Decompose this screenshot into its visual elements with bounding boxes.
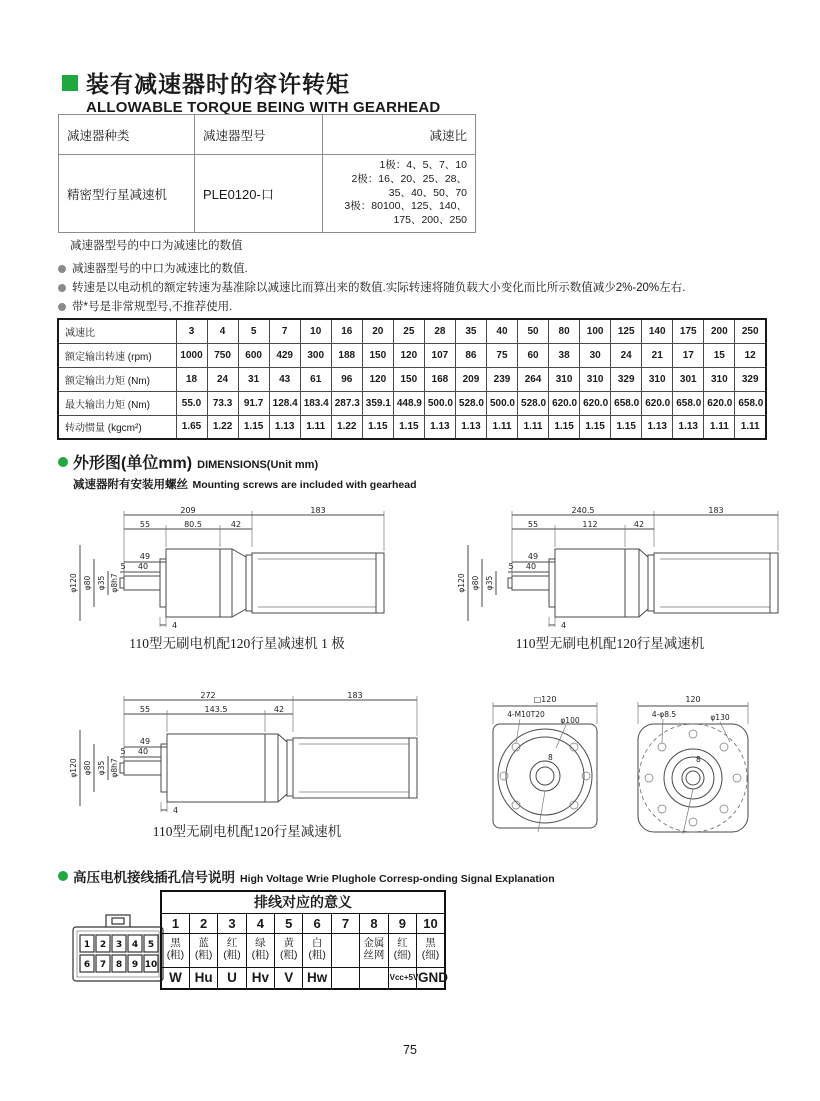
drawing-caption: 110型无刷电机配120行星减速机 1 极 (129, 636, 345, 651)
dimensions-sub-en: Mounting screws are included with gearhead (192, 479, 417, 491)
signal-name-cell: Hu (189, 967, 217, 989)
spec-cell: 28 (424, 319, 455, 343)
spec-cell: 359.1 (362, 391, 393, 415)
dim-label: φ8h7 (110, 758, 119, 778)
spec-cell: 91.7 (238, 391, 269, 415)
spec-cell: 250 (735, 319, 766, 343)
dim-label: φ35 (485, 575, 494, 591)
spec-cell: 1.13 (269, 415, 300, 439)
spec-cell: 1.22 (331, 415, 362, 439)
wire-color-cell: 黑(粗) (161, 933, 189, 967)
gearhead-type: 精密型行星减速机 (59, 155, 195, 233)
wire-color-cell: 绿(粗) (246, 933, 274, 967)
dim-label: 112 (582, 520, 598, 529)
signal-name-cell: Hv (246, 967, 274, 989)
spec-cell: 200 (704, 319, 735, 343)
spec-cell: 188 (331, 343, 362, 367)
spec-cell: 1.15 (580, 415, 611, 439)
dimension-lines (468, 511, 778, 627)
dim-label: φ80 (471, 575, 480, 591)
spec-cell: 80 (549, 319, 580, 343)
dim-label: 40 (137, 562, 149, 571)
signal-name-cell: V (275, 967, 303, 989)
dimensions-sub-cn: 减速器附有安装用螺丝 (73, 479, 188, 491)
spec-cell: 1.11 (486, 415, 517, 439)
spec-row (58, 319, 766, 343)
dim-label: 55 (139, 520, 151, 529)
svg-text:3: 3 (115, 940, 123, 950)
spec-cell: 1.11 (704, 415, 735, 439)
pin-number-cell: 6 (303, 913, 331, 933)
spec-cell: 30 (580, 343, 611, 367)
dim-label: 55 (139, 705, 151, 714)
note-text: 减速器型号的中口为减速比的数值. (72, 263, 248, 275)
dim-label: 42 (273, 705, 285, 714)
spec-cell: 60 (518, 343, 549, 367)
spec-cell: 50 (518, 319, 549, 343)
dim-label: φ120 (69, 758, 78, 778)
dim-label: 40 (137, 747, 149, 756)
spec-cell: 1.13 (642, 415, 673, 439)
spec-row (58, 391, 766, 415)
spec-cell: 1.11 (518, 415, 549, 439)
dim-label: 272 (200, 691, 216, 700)
dim-label: φ130 (710, 713, 730, 722)
svg-text:6: 6 (83, 960, 91, 970)
spec-cell: 1000 (176, 343, 207, 367)
spec-cell: 10 (300, 319, 331, 343)
spec-row (58, 343, 766, 367)
spec-cell: 15 (704, 343, 735, 367)
spec-cell: 500.0 (424, 391, 455, 415)
spec-cell: 264 (518, 367, 549, 391)
pin-number-cell: 1 (161, 913, 189, 933)
svg-text:8: 8 (115, 960, 123, 970)
spec-cell: 658.0 (735, 391, 766, 415)
spec-cell: 20 (362, 319, 393, 343)
spec-cell: 107 (424, 343, 455, 367)
ratio-line: 3极：80100、125、140、 (344, 200, 467, 213)
gearmotor-outline (120, 734, 417, 802)
spec-cell: 61 (300, 367, 331, 391)
page-title: 装有减速器时的容许转矩 (86, 71, 350, 97)
signal-name-cell: U (218, 967, 246, 989)
signal-name-cell: W (161, 967, 189, 989)
spec-cell: 1.13 (673, 415, 704, 439)
wire-color-cell: 蓝(粗) (189, 933, 217, 967)
svg-text:10: 10 (144, 960, 158, 970)
dim-label: φ8h7 (110, 573, 119, 593)
spec-cell: 1.11 (300, 415, 331, 439)
col-header: 减速器种类 (59, 115, 195, 155)
spec-cell: 17 (673, 343, 704, 367)
dimensions-section-header (58, 450, 417, 493)
dim-label: 183 (708, 506, 724, 515)
spec-cell: 25 (393, 319, 424, 343)
spec-row-label: 额定输出力矩 (Nm) (58, 367, 176, 391)
dimensions-heading-cn: 外形图(单位mm) (73, 455, 193, 472)
spec-row-label: 减速比 (58, 319, 176, 343)
svg-text:2: 2 (99, 940, 107, 950)
wire-color-cell: 黑(细) (417, 933, 445, 967)
spec-cell: 329 (735, 367, 766, 391)
front-view-motor-end (638, 695, 748, 834)
dim-label: 4-φ8.5 (651, 710, 677, 719)
pin-number-cell: 9 (388, 913, 416, 933)
spec-cell: 3 (176, 319, 207, 343)
svg-text:1: 1 (83, 940, 91, 950)
dim-label: φ120 (69, 573, 78, 593)
dim-label: 4 (173, 806, 179, 815)
col-header: 减速比 (323, 115, 476, 155)
spec-table (57, 318, 767, 440)
spec-cell: 38 (549, 343, 580, 367)
spec-cell: 140 (642, 319, 673, 343)
spec-cell: 1.15 (549, 415, 580, 439)
dim-label: 8 (696, 755, 701, 764)
gearhead-ratios (331, 159, 467, 227)
svg-text:9: 9 (131, 960, 139, 970)
spec-cell: 18 (176, 367, 207, 391)
signal-name-cell: Hw (303, 967, 331, 989)
dim-label: □120 (533, 695, 557, 704)
signal-name-cell (331, 967, 359, 989)
signal-name-cell (360, 967, 388, 989)
dim-label: 183 (310, 506, 326, 515)
dim-label: 183 (347, 691, 363, 700)
spec-cell: 310 (549, 367, 580, 391)
spec-cell: 429 (269, 343, 300, 367)
pin-number-cell: 3 (218, 913, 246, 933)
wire-color-cell: 白(粗) (303, 933, 331, 967)
pin-number-cell: 7 (331, 913, 359, 933)
note-item (58, 263, 778, 277)
spec-row-label: 转动惯量 (kgcm²) (58, 415, 176, 439)
connector-latch-inner (112, 918, 124, 924)
spec-cell: 16 (331, 319, 362, 343)
spec-cell: 75 (486, 343, 517, 367)
signal-table-title: 排线对应的意义 (161, 891, 445, 913)
dim-label: 49 (139, 552, 151, 561)
dim-label: 120 (685, 695, 701, 704)
signal-name-cell: Vcc+5V (388, 967, 416, 989)
pin-number-cell: 10 (417, 913, 445, 933)
drawing-caption: 110型无刷电机配120行星减速机 (515, 636, 705, 651)
spec-cell: 209 (455, 367, 486, 391)
pin-number-cell: 4 (246, 913, 274, 933)
wire-color-cell: 红(粗) (218, 933, 246, 967)
dim-label: 55 (527, 520, 539, 529)
pin-number-cell: 2 (189, 913, 217, 933)
dim-label: 42 (633, 520, 645, 529)
spec-row-label: 最大输出力矩 (Nm) (58, 391, 176, 415)
dim-label: 80.5 (184, 520, 202, 529)
spec-cell: 1.15 (238, 415, 269, 439)
ratio-line: 175、200、250 (393, 213, 467, 226)
wire-color-cell: 金属丝网 (360, 933, 388, 967)
signal-row (161, 913, 445, 933)
dim-label: 4-M10T20 (507, 710, 545, 719)
dim-label: 4 (561, 621, 567, 630)
green-square-icon (62, 75, 78, 91)
spec-cell: 658.0 (611, 391, 642, 415)
spec-cell: 301 (673, 367, 704, 391)
spec-cell: 40 (486, 319, 517, 343)
col-header: 减速器型号 (195, 115, 323, 155)
spec-cell: 35 (455, 319, 486, 343)
spec-cell: 1.11 (735, 415, 766, 439)
svg-text:7: 7 (99, 960, 107, 970)
dim-label: 5 (120, 747, 126, 756)
signal-section-header (58, 866, 555, 886)
dim-label: 5 (508, 562, 514, 571)
spec-row (58, 367, 766, 391)
drawing-caption: 110型无刷电机配120行星减速机 (152, 824, 342, 839)
note-text: 带*号是非常规型号,不推荐使用. (72, 300, 233, 313)
spec-cell: 24 (207, 367, 238, 391)
spec-cell: 120 (362, 367, 393, 391)
spec-cell: 100 (580, 319, 611, 343)
dim-label: 143.5 (204, 705, 228, 714)
spec-cell: 620.0 (704, 391, 735, 415)
spec-cell: 24 (611, 343, 642, 367)
wire-color-cell: 黄(粗) (275, 933, 303, 967)
dim-label: φ120 (457, 573, 466, 593)
signal-heading-en: High Voltage Wrie Plughole Corresp-onding Signal Explanation (240, 873, 555, 885)
dimension-labels (69, 506, 326, 630)
pin-number-cell: 5 (275, 913, 303, 933)
signal-heading-cn: 高压电机接线插孔信号说明 (73, 870, 235, 885)
table-footnote: 减速器型号的中口为减速比的数值 (70, 240, 243, 252)
spec-cell: 150 (393, 367, 424, 391)
svg-text:4: 4 (131, 940, 139, 950)
spec-cell: 96 (331, 367, 362, 391)
spec-cell: 43 (269, 367, 300, 391)
spec-cell: 620.0 (642, 391, 673, 415)
gearmotor-outline (120, 549, 384, 617)
gearmotor-outline (508, 549, 778, 617)
spec-cell: 658.0 (673, 391, 704, 415)
page-title-block (62, 66, 440, 116)
spec-row-label: 额定输出转速 (rpm) (58, 343, 176, 367)
signal-row (161, 967, 445, 989)
spec-cell: 1.65 (176, 415, 207, 439)
spec-row (58, 415, 766, 439)
dim-label: 4 (172, 621, 178, 630)
connector-plug-diagram (68, 912, 168, 984)
spec-cell: 500.0 (486, 391, 517, 415)
spec-cell: 528.0 (518, 391, 549, 415)
svg-text:5: 5 (147, 940, 155, 950)
dim-label: φ80 (83, 575, 92, 591)
wire-color-cell (331, 933, 359, 967)
notes-list (58, 263, 778, 319)
gearhead-model-table (58, 114, 476, 233)
ratio-line: 1极：4、5、7、10 (379, 159, 467, 172)
dim-label: 49 (139, 737, 151, 746)
dim-label: 8 (548, 753, 553, 762)
spec-cell: 620.0 (549, 391, 580, 415)
section-bullet-icon (58, 871, 68, 881)
drawing-side-view-2 (450, 503, 800, 633)
spec-cell: 329 (611, 367, 642, 391)
spec-cell: 5 (238, 319, 269, 343)
spec-cell: 1.22 (207, 415, 238, 439)
spec-cell: 7 (269, 319, 300, 343)
spec-cell: 1.15 (611, 415, 642, 439)
dim-label: φ100 (560, 716, 580, 725)
signal-row (161, 933, 445, 967)
dim-label: 40 (525, 562, 537, 571)
spec-cell: 310 (642, 367, 673, 391)
bullet-icon (58, 284, 66, 292)
spec-cell: 287.3 (331, 391, 362, 415)
spec-cell: 12 (735, 343, 766, 367)
spec-cell: 128.4 (269, 391, 300, 415)
spec-cell: 448.9 (393, 391, 424, 415)
dim-label: φ35 (97, 575, 106, 591)
spec-cell: 86 (455, 343, 486, 367)
spec-cell: 175 (673, 319, 704, 343)
spec-cell: 1.13 (424, 415, 455, 439)
spec-cell: 750 (207, 343, 238, 367)
spec-cell: 1.15 (362, 415, 393, 439)
spec-cell: 150 (362, 343, 393, 367)
spec-cell: 600 (238, 343, 269, 367)
spec-cell: 310 (580, 367, 611, 391)
dim-label: 5 (120, 562, 126, 571)
dimension-labels (69, 691, 363, 815)
dim-label: 209 (180, 506, 196, 515)
spec-cell: 300 (300, 343, 331, 367)
spec-cell: 73.3 (207, 391, 238, 415)
note-item (58, 282, 778, 296)
dimension-labels (457, 506, 724, 630)
spec-cell: 120 (393, 343, 424, 367)
spec-cell: 620.0 (580, 391, 611, 415)
ratio-line: 2极：16、20、25、28、 (351, 173, 467, 186)
front-view-flange (493, 695, 597, 832)
spec-cell: 31 (238, 367, 269, 391)
bullet-icon (58, 265, 66, 273)
spec-cell: 55.0 (176, 391, 207, 415)
spec-cell: 183.4 (300, 391, 331, 415)
page-number: 75 (403, 1043, 417, 1057)
spec-cell: 1.15 (393, 415, 424, 439)
drawing-side-view-3 (62, 688, 432, 818)
spec-cell: 168 (424, 367, 455, 391)
spec-cell: 125 (611, 319, 642, 343)
spec-cell: 21 (642, 343, 673, 367)
signal-table (160, 890, 449, 990)
wire-color-cell: 红(细) (388, 933, 416, 967)
spec-cell: 239 (486, 367, 517, 391)
dim-label: 42 (230, 520, 242, 529)
gearhead-model: PLE0120-口 (195, 155, 323, 233)
signal-name-cell: GND (417, 967, 445, 989)
dim-label: φ80 (83, 760, 92, 776)
dim-label: 49 (527, 552, 539, 561)
spec-cell: 1.13 (455, 415, 486, 439)
spec-cell: 310 (704, 367, 735, 391)
pin-number-cell: 8 (360, 913, 388, 933)
dim-label: 240.5 (571, 506, 595, 515)
note-item (58, 301, 778, 315)
bullet-icon (58, 303, 66, 311)
dimension-lines (80, 696, 417, 812)
section-bullet-icon (58, 457, 68, 467)
page-title-en: ALLOWABLE TORQUE BEING WITH GEARHEAD (86, 99, 441, 116)
drawing-side-view-1pole (62, 503, 412, 633)
spec-cell: 4 (207, 319, 238, 343)
dimensions-heading-en: DIMENSIONS(Unit mm) (197, 459, 319, 471)
drawing-front-views (468, 686, 778, 836)
dim-label: φ35 (97, 760, 106, 776)
ratio-line: 35、40、50、70 (388, 186, 467, 199)
spec-cell: 528.0 (455, 391, 486, 415)
note-text: 转速是以电动机的额定转速为基准除以减速比而算出来的数值.实际转速将随负载大小变化而比所示数值减少2%-20%左右. (72, 281, 686, 294)
